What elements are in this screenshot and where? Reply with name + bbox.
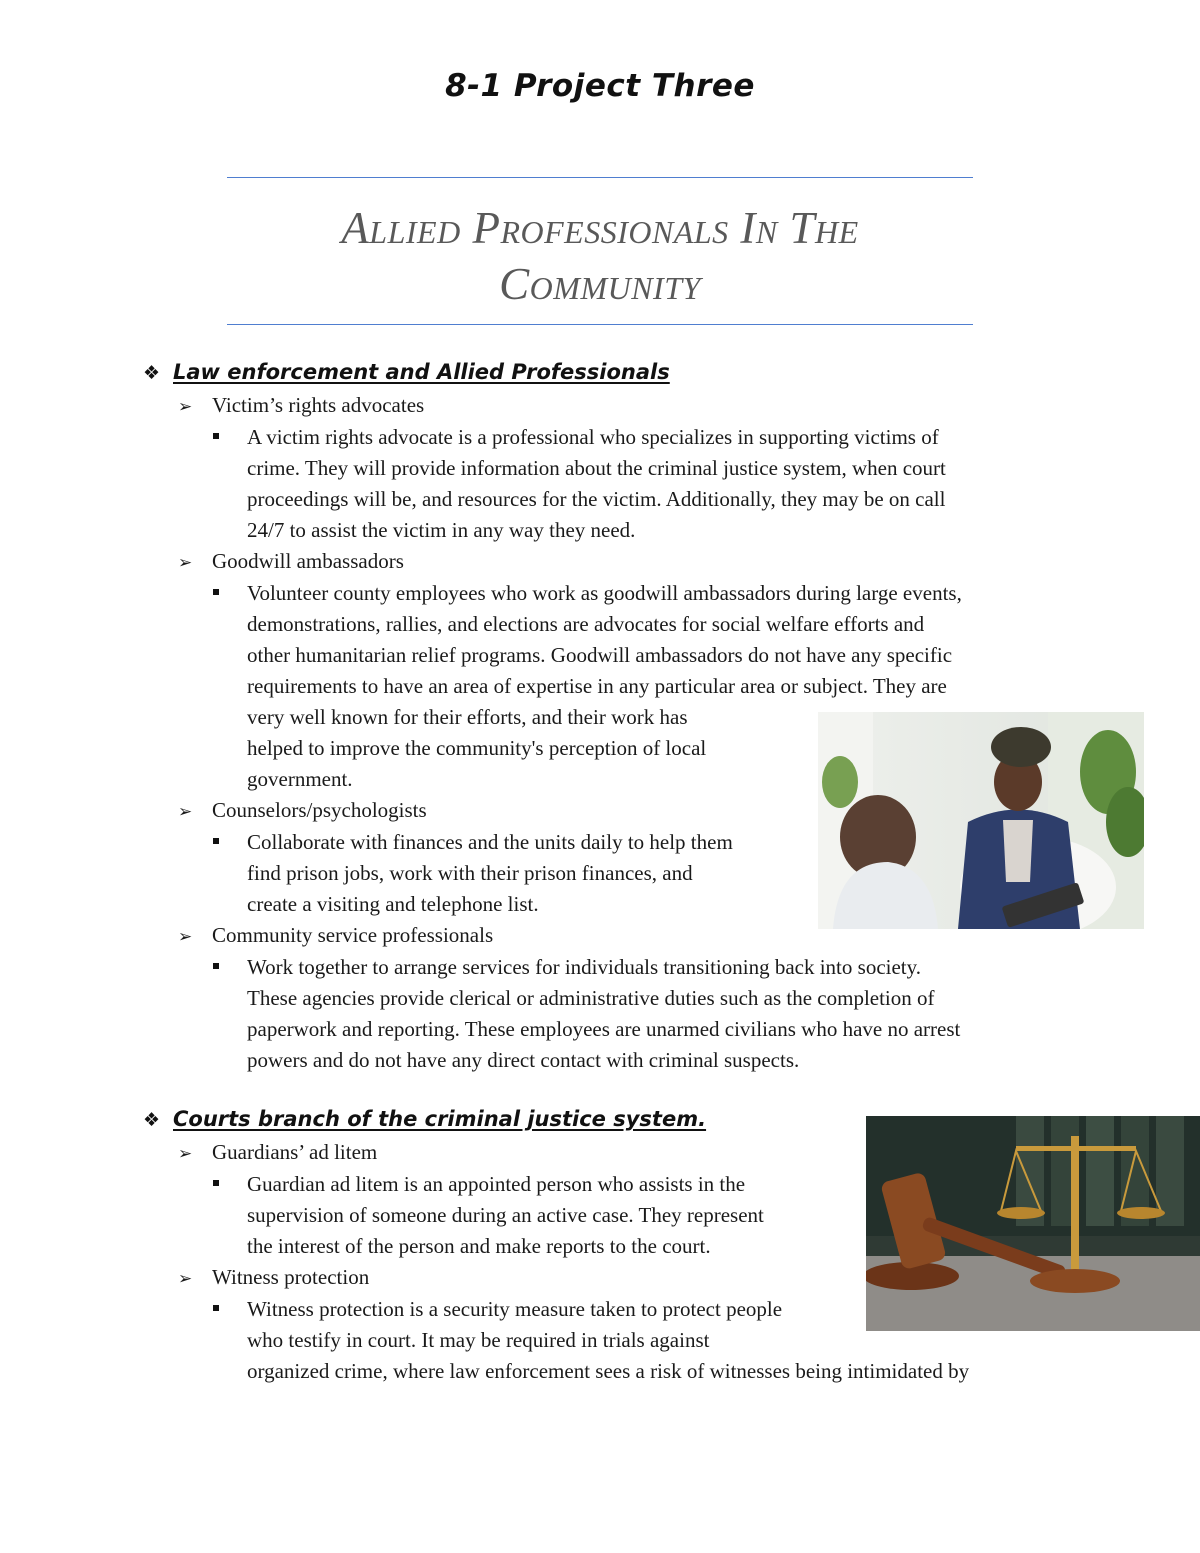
section-heading-text: Courts branch of the criminal justice system. — [173, 1107, 707, 1131]
text-line: the interest of the person and make reports to the court. — [247, 1234, 711, 1258]
text-line: paperwork and reporting. These employees are unarmed civilians who have no arrest — [247, 1017, 961, 1041]
square-bullet-icon — [213, 1180, 219, 1186]
text-line: government. — [247, 767, 353, 791]
text-line: find prison jobs, work with their prison finances, and — [247, 861, 693, 885]
text-line: helped to improve the community's perception of local — [247, 736, 707, 760]
text-line: crime. They will provide information about the criminal justice system, when court — [247, 456, 946, 480]
list-item-guardians — [178, 1137, 377, 1170]
text-line: A victim rights advocate is a professional who specializes in supporting victims of — [247, 425, 939, 449]
square-bullet-icon — [213, 1305, 219, 1311]
list-item-victims-rights — [178, 390, 424, 423]
text-line: Volunteer county employees who work as goodwill ambassadors during large events, — [247, 581, 962, 605]
document-title: 8-1 Project Three — [445, 68, 755, 104]
text-line: very well known for their efforts, and their work has — [247, 705, 688, 729]
list-item-counselors — [178, 795, 427, 828]
text-line: These agencies provide clerical or administrative duties such as the completion of — [247, 986, 935, 1010]
paragraph-guardians — [247, 1169, 764, 1262]
list-item-witness-protection — [178, 1262, 369, 1295]
paragraph-community-service — [247, 952, 960, 1076]
arrowhead-bullet-icon: ➢ — [178, 1144, 193, 1164]
counseling-session-photo — [818, 712, 1144, 929]
list-item-label: Counselors/psychologists — [212, 798, 427, 822]
section-heading-text: Law enforcement and Allied Professionals — [173, 360, 670, 384]
diamond-bullet-icon: ❖ — [143, 1109, 161, 1131]
list-item-label: Goodwill ambassadors — [212, 549, 404, 573]
arrowhead-bullet-icon: ➢ — [178, 397, 193, 417]
list-item-label: Victim’s rights advocates — [212, 393, 425, 417]
text-line: 24/7 to assist the victim in any way they need. — [247, 518, 636, 542]
list-item-label: Community service professionals — [212, 923, 494, 947]
subtitle-line-1: Allied Professionals In The — [341, 203, 859, 253]
square-bullet-icon — [213, 433, 219, 439]
subtitle-line-2: Community — [499, 259, 701, 309]
paragraph-counselors — [247, 827, 733, 920]
square-bullet-icon — [213, 838, 219, 844]
text-line: Guardian ad litem is an appointed person who assists in the — [247, 1172, 746, 1196]
list-item-label: Witness protection — [212, 1265, 370, 1289]
text-line: proceedings will be, and resources for the victim. Additionally, they may be on call — [247, 487, 946, 511]
text-line: powers and do not have any direct contact with criminal suspects. — [247, 1048, 800, 1072]
bottom-divider — [227, 324, 973, 325]
top-divider — [227, 177, 973, 178]
square-bullet-icon — [213, 589, 219, 595]
text-line: Work together to arrange services for individuals transitioning back into society. — [247, 955, 922, 979]
text-line: Witness protection is a security measure taken to protect people — [247, 1297, 783, 1321]
arrowhead-bullet-icon: ➢ — [178, 1269, 193, 1289]
diamond-bullet-icon: ❖ — [143, 362, 161, 384]
document-subtitle — [200, 200, 1000, 312]
text-line: demonstrations, rallies, and elections are advocates for social welfare efforts and — [247, 612, 925, 636]
text-line: create a visiting and telephone list. — [247, 892, 539, 916]
square-bullet-icon — [213, 963, 219, 969]
arrowhead-bullet-icon: ➢ — [178, 927, 193, 947]
list-item-goodwill — [178, 546, 404, 579]
text-line: other humanitarian relief programs. Goodwill ambassadors do not have any specific — [247, 643, 953, 667]
list-item-label: Guardians’ ad litem — [212, 1140, 378, 1164]
text-line: Collaborate with finances and the units daily to help them — [247, 830, 733, 854]
section-heading-courts — [143, 1107, 706, 1131]
section-heading-law-enforcement — [143, 360, 670, 384]
paragraph-victims-rights — [247, 422, 946, 546]
text-line: supervision of someone during an active case. They represent — [247, 1203, 764, 1227]
paragraph-witness-protection — [247, 1294, 969, 1387]
text-line: organized crime, where law enforcement sees a risk of witnesses being intimidated by — [247, 1359, 970, 1383]
arrowhead-bullet-icon: ➢ — [178, 553, 193, 573]
arrowhead-bullet-icon: ➢ — [178, 802, 193, 822]
list-item-community-service — [178, 920, 493, 953]
text-line: who testify in court. It may be required in trials against — [247, 1328, 710, 1352]
text-line: requirements to have an area of expertise in any particular area or subject. They are — [247, 674, 947, 698]
